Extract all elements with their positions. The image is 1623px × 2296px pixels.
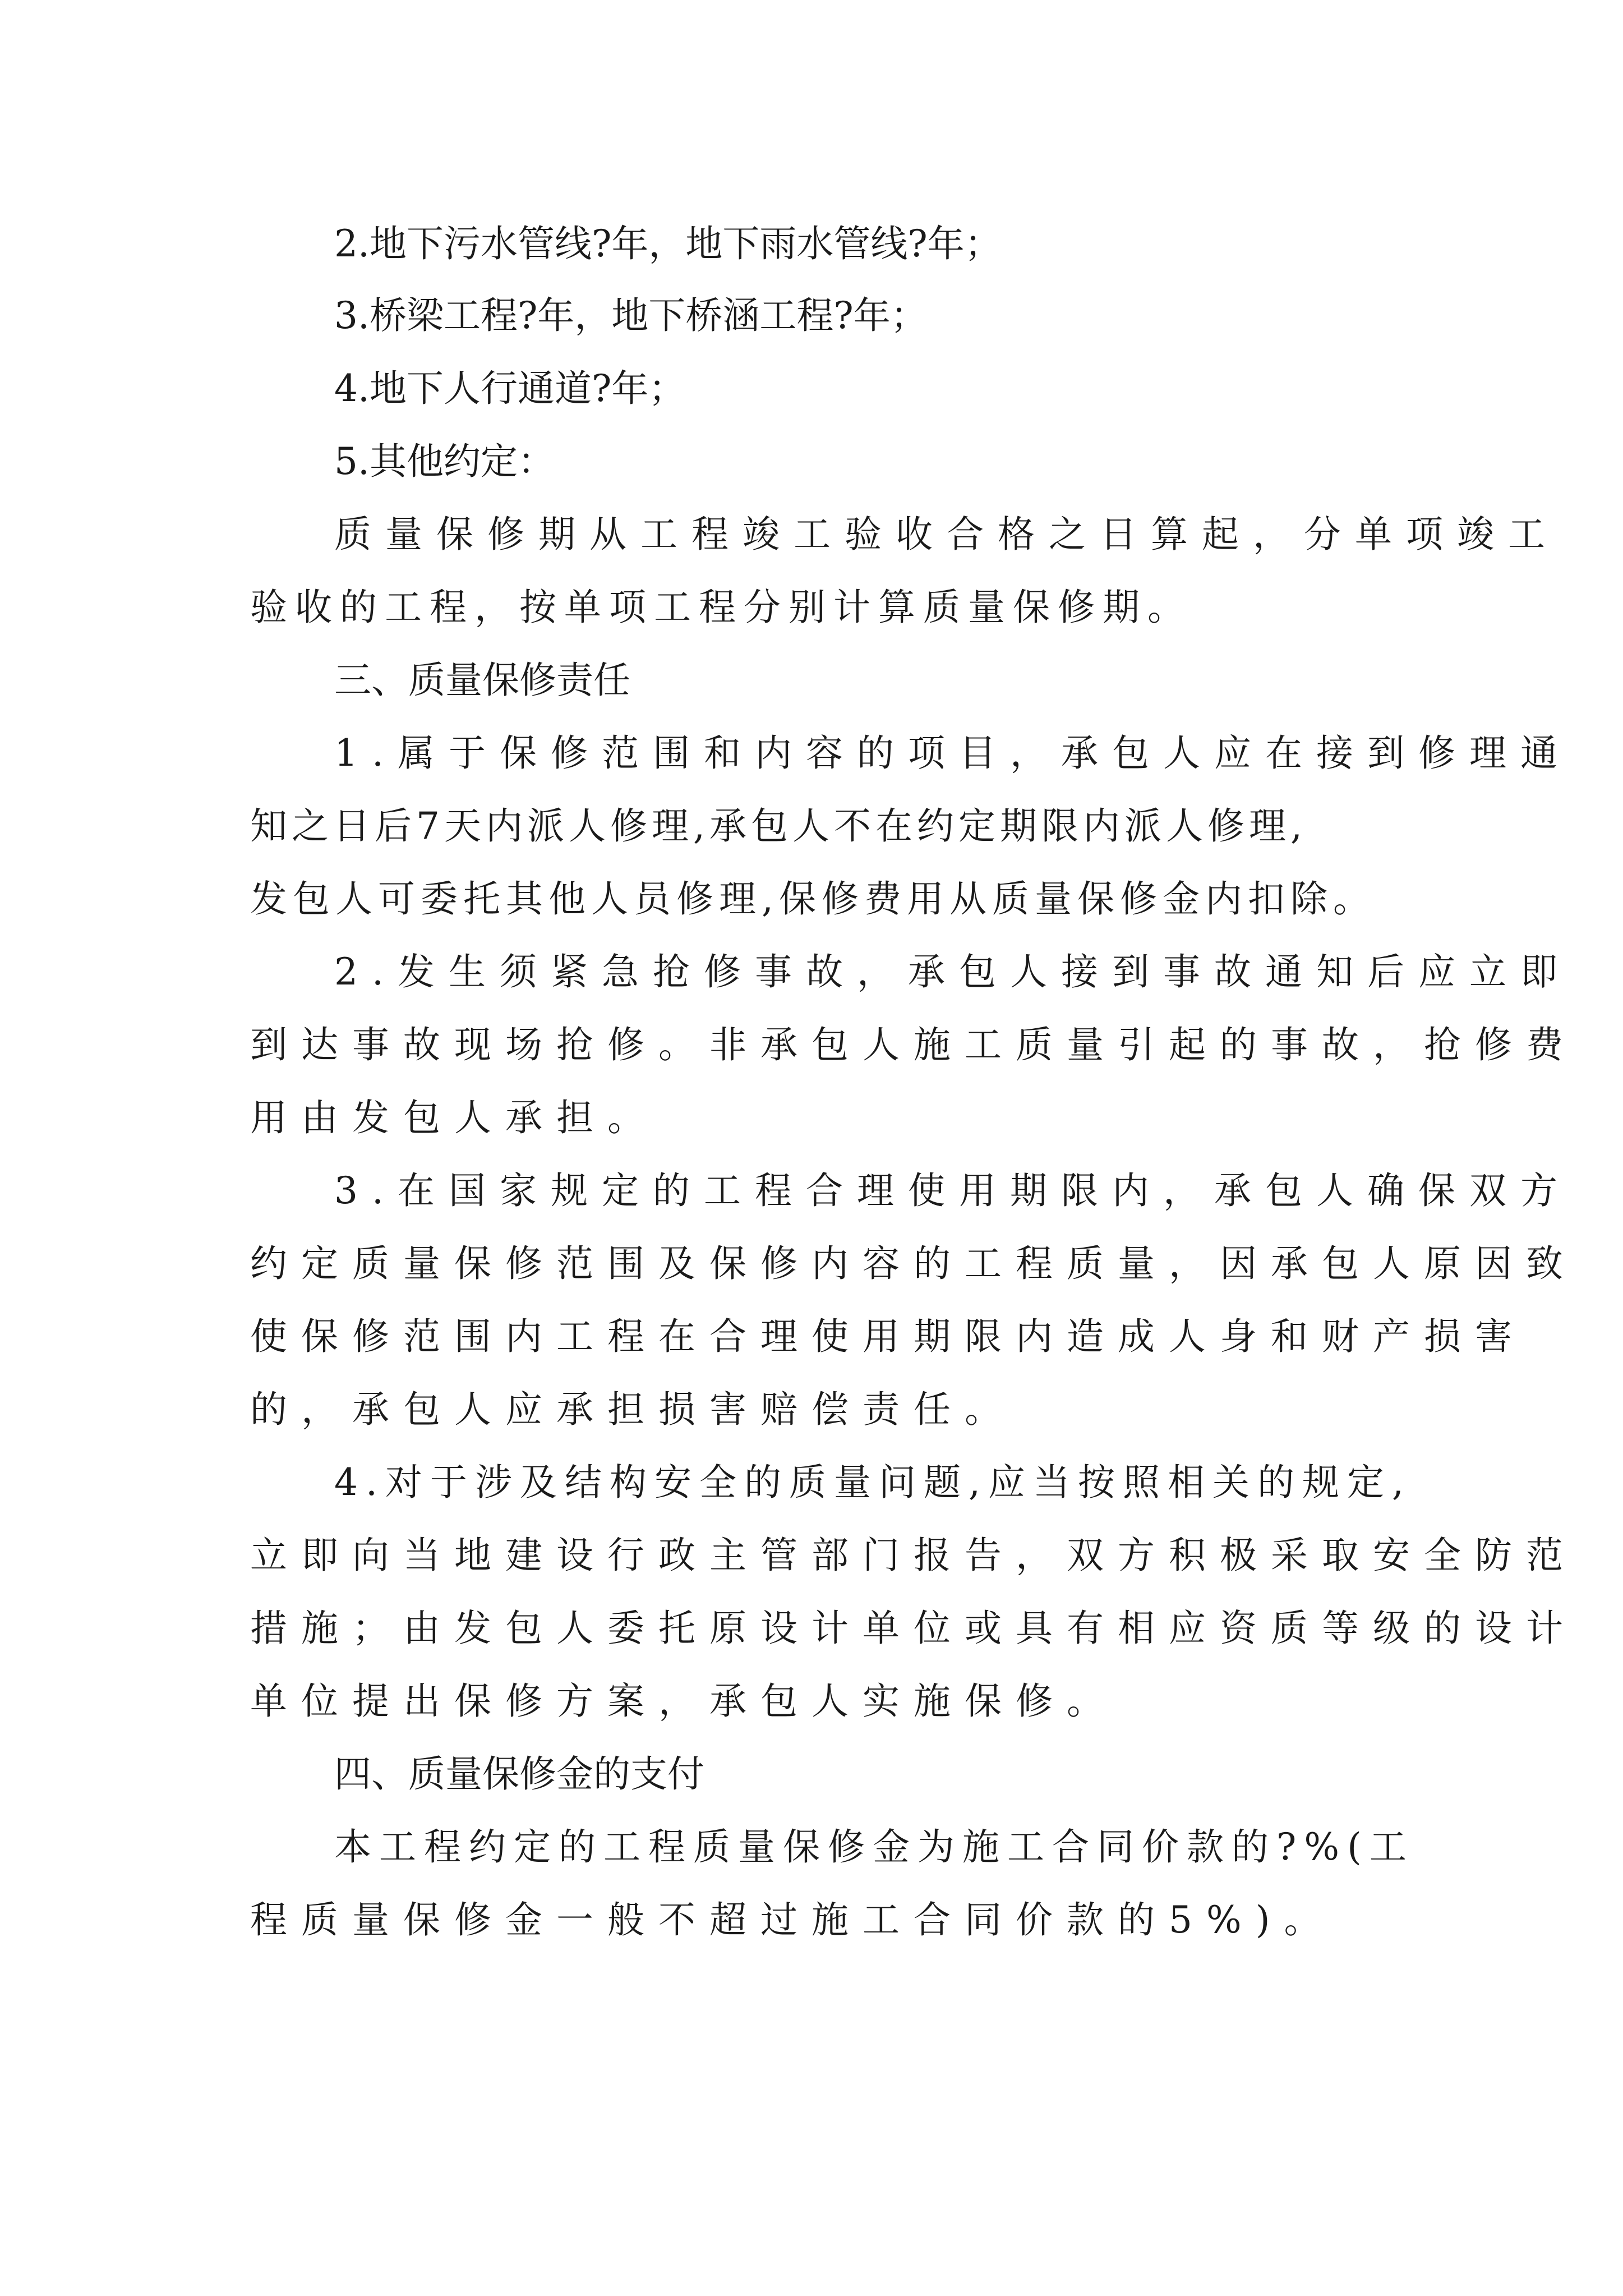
- line-19: 立即向当地建设行政主管部门报告，双方积极采取安全防范: [250, 1534, 1577, 1577]
- line-5: 质量保修期从工程竣工验收合格之日算起，分单项竣工: [334, 513, 1559, 556]
- section-heading-4: 四、质量保修金的支付: [334, 1752, 704, 1796]
- line-18: 4.对于涉及结构安全的质量问题,应当按照相关的规定,: [334, 1461, 1412, 1504]
- line-2: 3.桥梁工程?年，地下桥涵工程?年；: [334, 294, 928, 337]
- line-14: 3.在国家规定的工程合理使用期限内，承包人确保双方: [334, 1169, 1571, 1212]
- line-16: 使保修范围内工程在合理使用期限内造成人身和财产损害: [250, 1315, 1526, 1358]
- line-20: 措施；由发包人委托原设计单位或具有相应资质等级的设计: [250, 1607, 1577, 1650]
- line-8: 1.属于保修范围和内容的项目，承包人应在接到修理通: [334, 731, 1571, 775]
- line-12: 到达事故现场抢修。非承包人施工质量引起的事故，抢修费: [250, 1023, 1577, 1066]
- line-9: 知之日后7天内派人修理,承包人不在约定期限内派人修理,: [250, 804, 1307, 848]
- line-21: 单位提出保修方案，承包人实施保修。: [250, 1680, 1118, 1723]
- line-15: 约定质量保修范围及保修内容的工程质量，因承包人原因致: [250, 1242, 1577, 1285]
- section-heading-3: 三、质量保修责任: [334, 659, 630, 702]
- line-24: 程质量保修金一般不超过施工合同价款的5%)。: [250, 1898, 1335, 1941]
- line-11: 2.发生须紧急抢修事故，承包人接到事故通知后应立即: [334, 950, 1571, 993]
- line-13: 用由发包人承担。: [250, 1096, 658, 1139]
- line-4: 5.其他约定：: [334, 440, 555, 483]
- line-17: 的，承包人应承担损害赔偿责任。: [250, 1388, 1016, 1431]
- line-1: 2.地下污水管线?年，地下雨水管线?年；: [334, 222, 1002, 265]
- line-23: 本工程约定的工程质量保修金为施工合同价款的?%(工: [334, 1825, 1414, 1869]
- line-10: 发包人可委托其他人员修理,保修费用从质量保修金内扣除。: [250, 877, 1376, 921]
- line-6: 验收的工程，按单项工程分别计算质量保修期。: [250, 586, 1192, 629]
- line-3: 4.地下人行通道?年；: [334, 367, 686, 410]
